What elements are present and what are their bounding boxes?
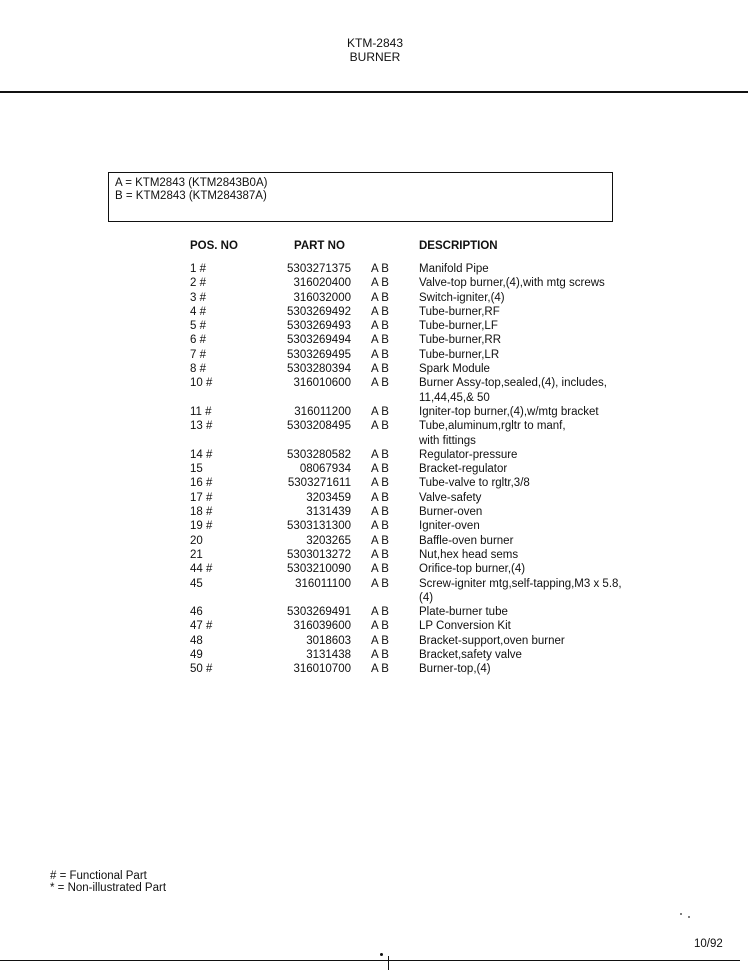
- parts-table: [190, 240, 660, 677]
- pos-no-cell: 45: [190, 577, 203, 590]
- models-cell: A B: [371, 634, 389, 647]
- table-row: [190, 605, 660, 619]
- scan-speck: [680, 913, 682, 915]
- description-cell: [419, 519, 660, 533]
- part-no-cell: 5303269493: [287, 320, 351, 333]
- footer-mark: [380, 953, 383, 956]
- table-row: [190, 276, 660, 290]
- description-cell: [419, 362, 660, 376]
- table-row: [190, 376, 660, 405]
- pos-no-cell: 20: [190, 534, 203, 547]
- table-row: [190, 476, 660, 490]
- part-no-cell: 5303208495: [287, 420, 351, 433]
- description-line: LP Conversion Kit: [419, 620, 511, 633]
- header-pos-no: POS. NO: [190, 240, 238, 252]
- description-line: Screw-igniter mtg,self-tapping,M3 x 5.8,: [419, 577, 622, 590]
- description-line: Manifold Pipe: [419, 263, 489, 275]
- part-no-cell: 316010700: [293, 663, 351, 676]
- scan-speck: [688, 916, 690, 918]
- pos-no-cell: 13 #: [190, 420, 213, 433]
- description-line: Nut,hex head sems: [419, 548, 519, 561]
- header-divider: [0, 91, 748, 93]
- models-cell: A B: [371, 277, 389, 290]
- table-row: [190, 333, 660, 347]
- models-cell: A B: [371, 405, 389, 418]
- pos-no-cell: 21: [190, 548, 203, 561]
- description-line: Tube-burner,LF: [419, 320, 498, 333]
- pos-no-cell: 3 #: [190, 291, 206, 304]
- models-cell: A B: [371, 563, 389, 576]
- description-line: with fittings: [419, 434, 476, 447]
- pos-no-cell: 50 #: [190, 663, 213, 676]
- models-cell: A B: [371, 305, 389, 318]
- description-line: Orifice-top burner,(4): [419, 563, 526, 576]
- section-title: BURNER: [349, 50, 401, 64]
- table-row: [190, 419, 660, 448]
- description-line: Switch-igniter,(4): [419, 291, 505, 304]
- description-cell: [419, 462, 660, 476]
- part-no-cell: 316020400: [293, 277, 351, 290]
- table-row: [190, 577, 660, 606]
- description-cell: [419, 648, 660, 662]
- description-cell: [419, 662, 660, 676]
- pos-no-cell: 15: [190, 463, 203, 476]
- models-cell: A B: [371, 663, 389, 676]
- table-row: [190, 319, 660, 333]
- table-row: [190, 305, 660, 319]
- part-no-cell: 3203265: [306, 534, 351, 547]
- table-row: [190, 534, 660, 548]
- models-cell: A B: [371, 577, 389, 590]
- footer-tick: [388, 956, 389, 970]
- table-row: [190, 519, 660, 533]
- table-row: [190, 262, 660, 276]
- description-cell: [419, 405, 660, 419]
- pos-no-cell: 18 #: [190, 506, 213, 519]
- description-cell: [419, 605, 660, 619]
- description-line: Igniter-top burner,(4),w/mtg bracket: [419, 405, 599, 418]
- models-cell: A B: [371, 363, 389, 376]
- table-row: [190, 505, 660, 519]
- part-no-cell: 08067934: [299, 463, 351, 476]
- models-cell: A B: [371, 649, 389, 662]
- pos-no-cell: 7 #: [190, 348, 206, 361]
- table-header-row: [190, 240, 660, 262]
- description-cell: [419, 491, 660, 505]
- pos-no-cell: 49: [190, 649, 203, 662]
- models-cell: A B: [371, 506, 389, 519]
- pos-no-cell: 44 #: [190, 563, 213, 576]
- description-line: (4): [419, 591, 434, 604]
- pos-no-cell: 48: [190, 634, 203, 647]
- models-cell: A B: [371, 620, 389, 633]
- models-cell: A B: [371, 534, 389, 547]
- legend-non-illustrated: * = Non-illustrated Part: [50, 882, 167, 894]
- page-header: [0, 36, 750, 64]
- pos-no-cell: 17 #: [190, 491, 213, 504]
- part-no-cell: 5303269495: [287, 348, 351, 361]
- part-no-cell: 316039600: [293, 620, 351, 633]
- part-no-cell: 5303013272: [287, 548, 351, 561]
- pos-no-cell: 2 #: [190, 277, 206, 290]
- part-no-cell: 316010600: [293, 377, 351, 390]
- model-line-b: B = KTM2843 (KTM284387A): [115, 190, 267, 202]
- pos-no-cell: 46: [190, 606, 203, 619]
- table-row: [190, 348, 660, 362]
- description-cell: [419, 534, 660, 548]
- pos-no-cell: 6 #: [190, 334, 206, 347]
- page-date: 10/92: [694, 938, 723, 950]
- pos-no-cell: 16 #: [190, 477, 213, 490]
- model-number: KTM-2843: [346, 36, 404, 50]
- header-models: [371, 240, 419, 262]
- part-no-cell: 5303271375: [287, 263, 351, 275]
- description-cell: [419, 562, 660, 576]
- description-cell: [419, 276, 660, 290]
- models-cell: A B: [371, 348, 389, 361]
- part-no-cell: 3131439: [306, 506, 351, 519]
- pos-no-cell: 4 #: [190, 305, 206, 318]
- part-no-cell: 316011200: [294, 405, 351, 418]
- header-description: DESCRIPTION: [419, 240, 498, 252]
- models-cell: A B: [371, 606, 389, 619]
- models-cell: A B: [371, 320, 389, 333]
- description-line: Spark Module: [419, 363, 490, 376]
- description-line: Baffle-oven burner: [419, 534, 514, 547]
- table-row: [190, 634, 660, 648]
- footer-divider: [0, 960, 740, 961]
- part-no-cell: 5303280394: [287, 363, 351, 376]
- description-line: Tube-valve to rgltr,3/8: [419, 477, 530, 490]
- description-line: Bracket-regulator: [419, 463, 508, 476]
- pos-no-cell: 14 #: [190, 448, 213, 461]
- description-cell: [419, 333, 660, 347]
- models-cell: A B: [371, 491, 389, 504]
- description-line: Regulator-pressure: [419, 448, 518, 461]
- description-line: Bracket,safety valve: [419, 649, 522, 662]
- description-cell: [419, 419, 660, 448]
- models-cell: A B: [371, 334, 389, 347]
- part-no-cell: 5303271611: [287, 477, 351, 490]
- part-no-cell: 316032000: [293, 291, 351, 304]
- part-no-cell: 5303269491: [287, 606, 351, 619]
- pos-no-cell: 5 #: [190, 320, 206, 333]
- description-line: Tube-burner,RF: [419, 305, 500, 318]
- description-cell: [419, 319, 660, 333]
- description-cell: [419, 305, 660, 319]
- model-line-a: A = KTM2843 (KTM2843B0A): [115, 177, 268, 189]
- pos-no-cell: 1 #: [190, 263, 206, 275]
- description-cell: [419, 448, 660, 462]
- description-line: Tube-burner,LR: [419, 348, 500, 361]
- pos-no-cell: 19 #: [190, 520, 213, 533]
- description-line: Burner-oven: [419, 506, 483, 519]
- description-cell: [419, 476, 660, 490]
- part-no-cell: 5303269494: [287, 334, 351, 347]
- description-line: Burner Assy-top,sealed,(4), includes,: [419, 377, 607, 390]
- table-row: [190, 562, 660, 576]
- pos-no-cell: 8 #: [190, 363, 206, 376]
- part-no-cell: 316011100: [295, 577, 351, 590]
- part-no-cell: 5303269492: [287, 305, 351, 318]
- description-cell: [419, 577, 660, 606]
- part-no-cell: 5303210090: [287, 563, 351, 576]
- table-row: [190, 619, 660, 633]
- part-no-cell: 3203459: [306, 491, 351, 504]
- description-line: Plate-burner tube: [419, 606, 508, 619]
- description-line: 11,44,45,& 50: [419, 391, 490, 404]
- models-cell: A B: [371, 448, 389, 461]
- table-row: [190, 462, 660, 476]
- table-row: [190, 548, 660, 562]
- models-cell: A B: [371, 291, 389, 304]
- description-line: Tube,aluminum,rgltr to manf,: [419, 420, 566, 433]
- legend-functional: # = Functional Part: [50, 870, 147, 882]
- pos-no-cell: 11 #: [190, 405, 212, 418]
- symbol-legend: [50, 870, 166, 894]
- table-row: [190, 362, 660, 376]
- description-line: Bracket-support,oven burner: [419, 634, 565, 647]
- description-cell: [419, 291, 660, 305]
- description-line: Valve-top burner,(4),with mtg screws: [419, 277, 605, 290]
- description-cell: [419, 505, 660, 519]
- description-cell: [419, 634, 660, 648]
- table-row: [190, 291, 660, 305]
- models-cell: A B: [371, 420, 389, 433]
- models-cell: A B: [371, 463, 389, 476]
- table-row: [190, 662, 660, 676]
- description-cell: [419, 548, 660, 562]
- part-no-cell: 5303280582: [287, 448, 351, 461]
- description-line: Valve-safety: [419, 491, 482, 504]
- description-line: Tube-burner,RR: [419, 334, 502, 347]
- models-cell: A B: [371, 377, 389, 390]
- description-cell: [419, 348, 660, 362]
- table-row: [190, 648, 660, 662]
- description-cell: [419, 619, 660, 633]
- part-no-cell: 5303131300: [287, 520, 351, 533]
- table-row: [190, 405, 660, 419]
- description-line: Burner-top,(4): [419, 663, 491, 676]
- models-cell: A B: [371, 477, 389, 490]
- part-no-cell: 3131438: [306, 649, 351, 662]
- models-cell: A B: [371, 263, 389, 275]
- description-cell: [419, 376, 660, 405]
- description-line: Igniter-oven: [419, 520, 480, 533]
- part-no-cell: 3018603: [306, 634, 351, 647]
- table-row: [190, 448, 660, 462]
- pos-no-cell: 10 #: [190, 377, 213, 390]
- description-cell: [419, 262, 660, 276]
- models-cell: A B: [371, 520, 389, 533]
- header-part-no: PART NO: [294, 240, 345, 252]
- table-row: [190, 491, 660, 505]
- model-legend-box: [108, 172, 613, 222]
- models-cell: A B: [371, 548, 389, 561]
- pos-no-cell: 47 #: [190, 620, 213, 633]
- parts-table-body: [190, 262, 660, 677]
